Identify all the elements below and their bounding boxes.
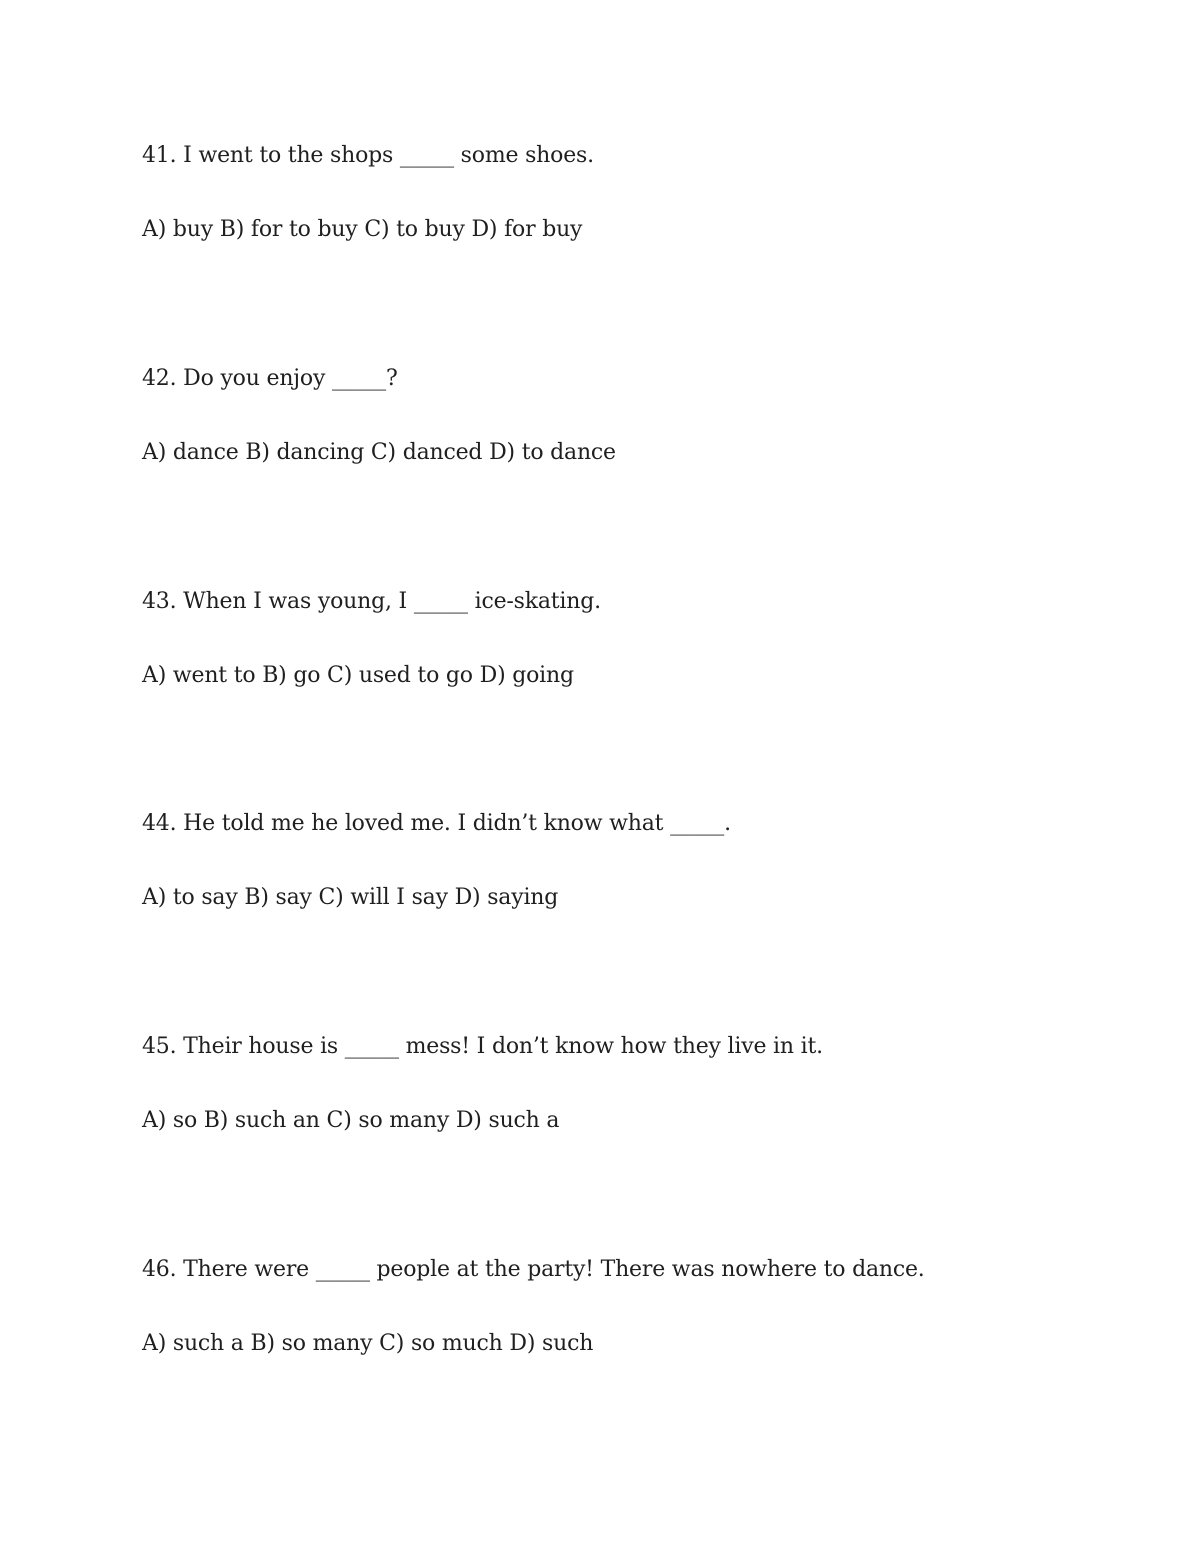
answer-options: A) dance B) dancing C) danced D) to dance	[142, 440, 616, 465]
answer-options: A) such a B) so many C) so much D) such	[142, 1331, 594, 1356]
question-text: 42. Do you enjoy _____?	[142, 366, 398, 391]
question-45	[142, 1032, 1102, 1136]
question-text: 46. There were _____ people at the party! There was nowhere to dance.	[142, 1257, 925, 1282]
question-41	[142, 141, 1102, 245]
question-43	[142, 587, 1102, 691]
question-text: 44. He told me he loved me. I didn’t know what _____.	[142, 811, 731, 836]
answer-options: A) went to B) go C) used to go D) going	[142, 663, 574, 688]
question-46	[142, 1255, 1102, 1359]
question-text: 43. When I was young, I _____ ice-skating.	[142, 589, 601, 614]
question-text: 45. Their house is _____ mess! I don’t know how they live in it.	[142, 1034, 823, 1059]
question-44	[142, 809, 1102, 913]
question-text: 41. I went to the shops _____ some shoes.	[142, 143, 594, 168]
question-42	[142, 364, 1102, 468]
answer-options: A) buy B) for to buy C) to buy D) for buy	[142, 217, 583, 242]
answer-options: A) to say B) say C) will I say D) saying	[142, 885, 559, 910]
answer-options: A) so B) such an C) so many D) such a	[142, 1108, 560, 1133]
